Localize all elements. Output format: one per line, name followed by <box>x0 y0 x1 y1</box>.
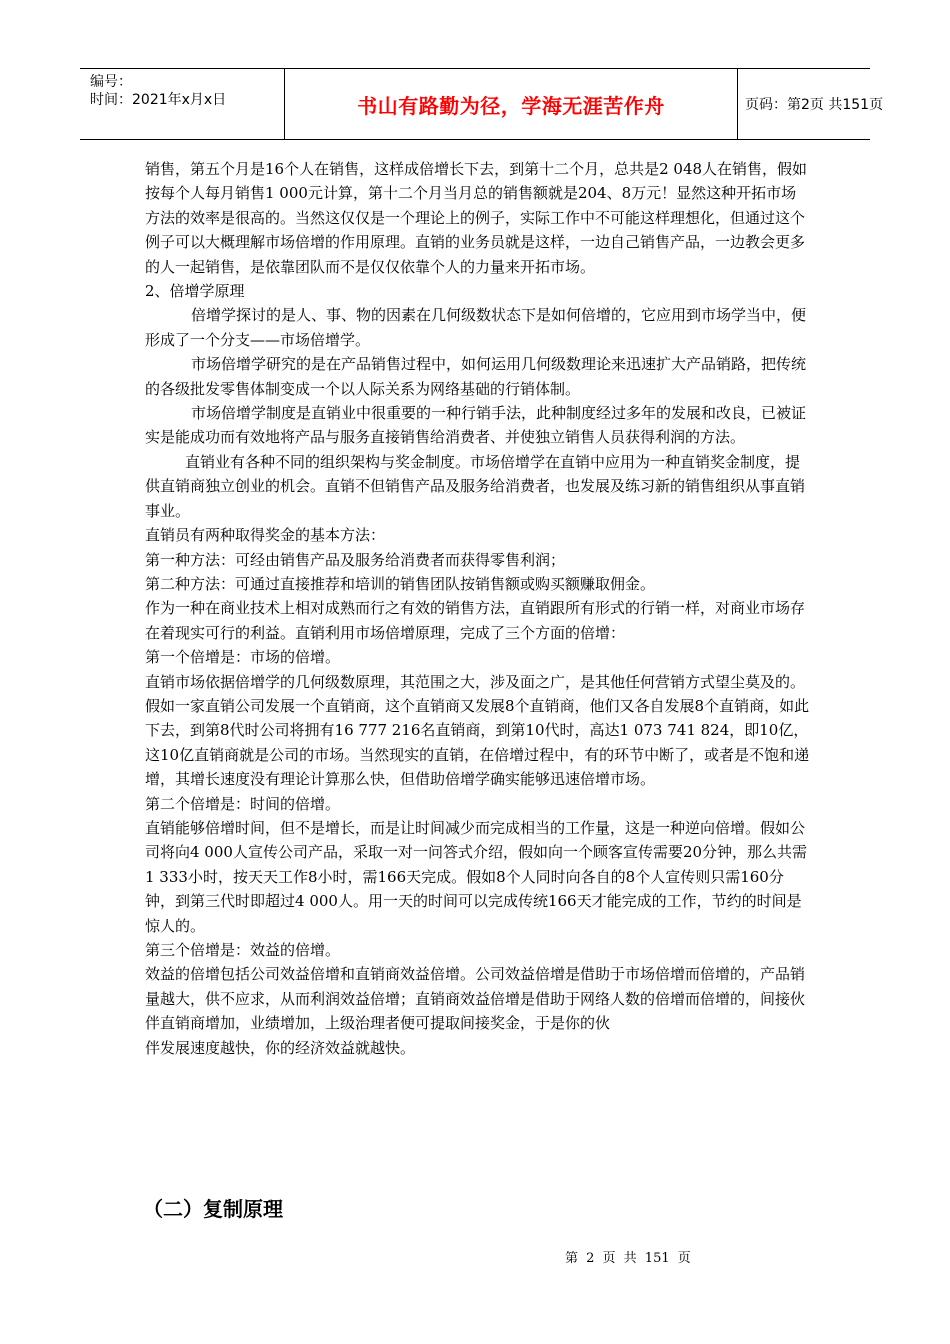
number-label: 编号： <box>90 74 132 90</box>
paragraph: 效益的倍增包括公司效益倍增和直销商效益倍增。公司效益倍增是借助于市场倍增而倍增的，产品销量越大，供不应求，从而利润效益倍增；直销商效益倍增是借助于网络人数的倍增而倍增的，间接伙伴直销商增加，业绩增加，上级治理者便可提取间接奖金，于是你的伙 <box>145 965 806 1033</box>
paragraph: 第二种方法：可通过直接推荐和培训的销售团队按销售额或购买额赚取佣金。 <box>145 574 656 593</box>
subheading: 2、倍增学原理 <box>145 282 245 301</box>
paragraph: 直销市场依据倍增学的几何级数原理，其范围之大，涉及面之广，是其他任何营销方式望尘莫及的。假如一家直销公司发展一个直销商，这个直销商又发展8个直销商，他们又各自发展8个直销商，如此下去，到第8代时公司将拥有16 777 216名直销商，到第10代时，高达1 073 741 824，即10亿，这10亿直销商就是公司的市场。当然现实的直销，在倍增过程中，有的环节中断了，或者是不饱和递增，其增长速度没有理论计算那么快，但借助倍增学确实能够迅速倍增市场。 <box>145 672 810 789</box>
page-info-text: 页码：第2页 共151页 <box>745 97 884 113</box>
section-heading: （二）复制原理 <box>143 1197 283 1221</box>
paragraph: 第二个倍增是：时间的倍增。 <box>145 794 341 813</box>
paragraph: 第一个倍增是：市场的倍增。 <box>145 648 341 667</box>
motto-text: 书山有路勤为径，学海无涯苦作舟 <box>357 93 665 118</box>
header-page-info <box>737 69 884 139</box>
header-motto-cell <box>285 69 738 139</box>
paragraph: 第一种方法：可经由销售产品及服务给消费者而获得零售利润； <box>145 550 566 569</box>
paragraph: 倍增学探讨的是人、事、物的因素在几何级数状态下是如何倍增的，它应用到市场学当中，便形成了一个分支——市场倍增学。 <box>145 306 807 349</box>
page-footer: 第 2 页 共 151 页 <box>565 1251 691 1266</box>
page-header <box>80 68 884 140</box>
paragraph: 第三个倍增是：效益的倍增。 <box>145 941 341 959</box>
paragraph: 伴发展速度越快，你的经济效益就越快。 <box>145 1038 416 1057</box>
paragraph: 作为一种在商业技术上相对成熟而行之有效的销售方法，直销跟所有形式的行销一样，对商业市场存在着现实可行的利益。直销利用市场倍增原理，完成了三个方面的倍增： <box>145 599 806 642</box>
document-body <box>145 157 810 1060</box>
paragraph: 市场倍增学制度是直销业中很重要的一种行销手法，此种制度经过多年的发展和改良，已被证实是能成功而有效地将产品与服务直接销售给消费者、并使独立销售人员获得利润的方法。 <box>145 404 807 447</box>
paragraph: 直销业有各种不同的组织架构与奖金制度。市场倍增学在直销中应用为一种直销奖金制度，提供直销商独立创业的机会。直销不但销售产品及服务给消费者，也发展及练习新的销售组织从事直销事业。 <box>145 452 806 520</box>
paragraph: 市场倍增学研究的是在产品销售过程中，如何运用几何级数理论来迅速扩大产品销路，把传统的各级批发零售体制变成一个以人际关系为网络基础的行销体制。 <box>145 355 807 398</box>
header-meta <box>80 69 285 139</box>
paragraph: 直销员有两种取得奖金的基本方法： <box>145 526 386 545</box>
paragraph: 销售，第五个月是16个人在销售，这样成倍增长下去，到第十二个月，总共是2 048人在销售，假如按每个人每月销售1 000元计算，第十二个月当月总的销售额就是204、8万元！显然这种开拓市场方法的效率是很高的。当然这仅仅是一个理论上的例子，实际工作中不可能这样理想化，但通过这个例子可以大概理解市场倍增的作用原理。直销的业务员就是这样，一边自己销售产品，一边教会更多的人一起销售，是依靠团队而不是仅仅依靠个人的力量来开拓市场。 <box>145 160 808 276</box>
time-label: 时间：2021年x月x日 <box>90 92 227 108</box>
paragraph: 直销能够倍增时间，但不是增长，而是让时间减少而完成相当的工作量，这是一种逆向倍增。假如公司将向4 000人宣传公司产品，采取一对一问答式介绍，假如向一个顾客宣传需要20分钟，那么共需1 333小时，按天天工作8小时，需166天完成。假如8个人同时向各自的8个人宣传则只需160分钟，到第三代时即超过4 000人。用一天的时间可以完成传统166天才能完成的工作，节约的时间是惊人的。 <box>145 818 808 935</box>
